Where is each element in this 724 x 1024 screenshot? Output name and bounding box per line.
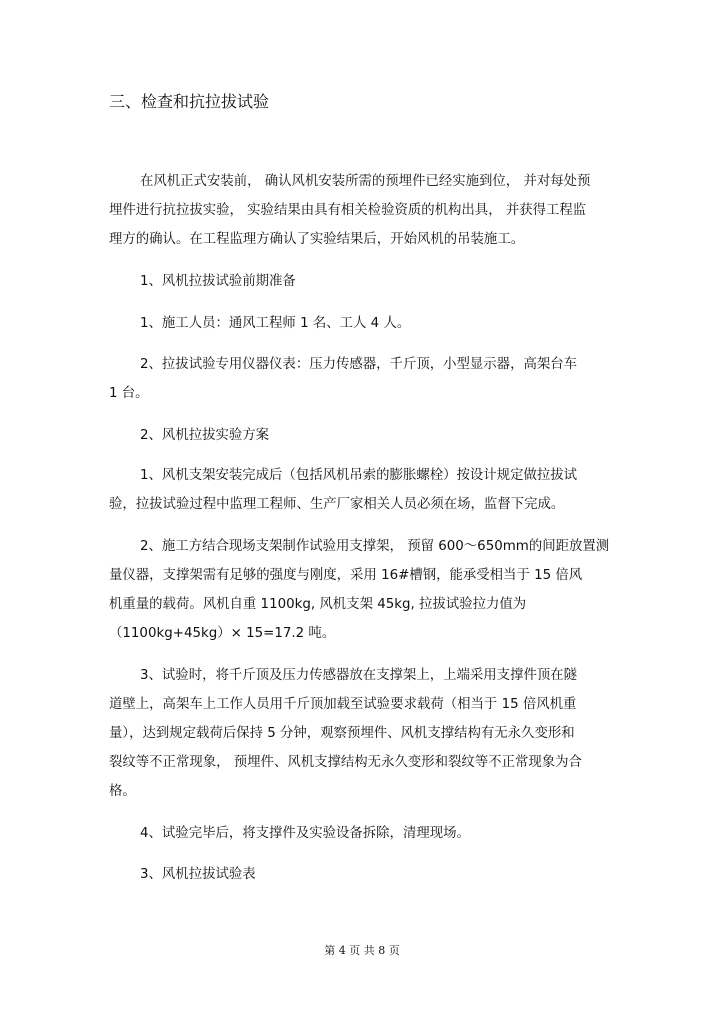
paragraph-line: 量），达到规定载荷后保持 5 分钟，观察预埋件、风机支撑结构有无永久变形和 xyxy=(109,726,575,741)
paragraph-line: 机重量的载荷。风机自重 1100kg, 风机支架 45kg, 拉拔试验拉力值为 xyxy=(109,597,527,612)
paragraph-line: 道壁上，高架车上工作人员用千斤顶加载至试验要求载荷（相当于 15 倍风机重 xyxy=(109,697,577,712)
paragraph-line: 量仪器，支撑架需有足够的强度与刚度，采用 16#槽钢，能承受相当于 15 倍风 xyxy=(109,568,583,583)
section-heading: 三、检查和抗拉拔试验 xyxy=(109,92,270,111)
subsection-title: 1、风机拉拔试验前期准备 xyxy=(140,274,296,289)
paragraph-line: 3、试验时，将千斤顶及压力传感器放在支撑架上，上端采用支撑件顶在隧 xyxy=(140,668,578,683)
paragraph-line: 1、施工人员：通风工程师 1 名、工人 4 人。 xyxy=(140,316,411,331)
paragraph-line: 1、风机支架安装完成后（包括风机吊索的膨胀螺栓）按设计规定做拉拔试 xyxy=(140,468,578,483)
paragraph-line: 格。 xyxy=(109,784,136,799)
paragraph-line: 裂纹等不正常现象， 预埋件、风机支撑结构无永久变形和裂纹等不正常现象为合 xyxy=(109,755,582,770)
paragraph-line: （1100kg+45kg）× 15=17.2 吨。 xyxy=(109,626,336,641)
page-number-footer: 第 4 页 共 8 页 xyxy=(324,944,400,957)
subsection-title: 2、风机拉拔实验方案 xyxy=(140,428,270,443)
paragraph-line: 埋件进行抗拉拔实验， 实验结果由具有相关检验资质的机构出具， 并获得工程监 xyxy=(109,203,587,218)
paragraph-line: 1 台。 xyxy=(109,386,149,401)
paragraph-line: 理方的确认。在工程监理方确认了实验结果后，开始风机的吊装施工。 xyxy=(109,232,525,247)
paragraph-line: 2、施工方结合现场支架制作试验用支撑架， 预留 600～650mm的间距放置测 xyxy=(140,539,610,554)
paragraph-line: 验，拉拔试验过程中监理工程师、生产厂家相关人员必须在场，监督下完成。 xyxy=(109,497,565,512)
paragraph-line: 2、拉拔试验专用仪器仪表：压力传感器，千斤顶，小型显示器，高架台车 xyxy=(140,357,578,372)
paragraph-line: 在风机正式安装前， 确认风机安装所需的预埋件已经实施到位， 并对每处预 xyxy=(140,174,591,189)
subsection-title: 3、风机拉拔试验表 xyxy=(140,867,256,882)
paragraph-line: 4、试验完毕后，将支撑件及实验设备拆除，清理现场。 xyxy=(140,826,470,841)
